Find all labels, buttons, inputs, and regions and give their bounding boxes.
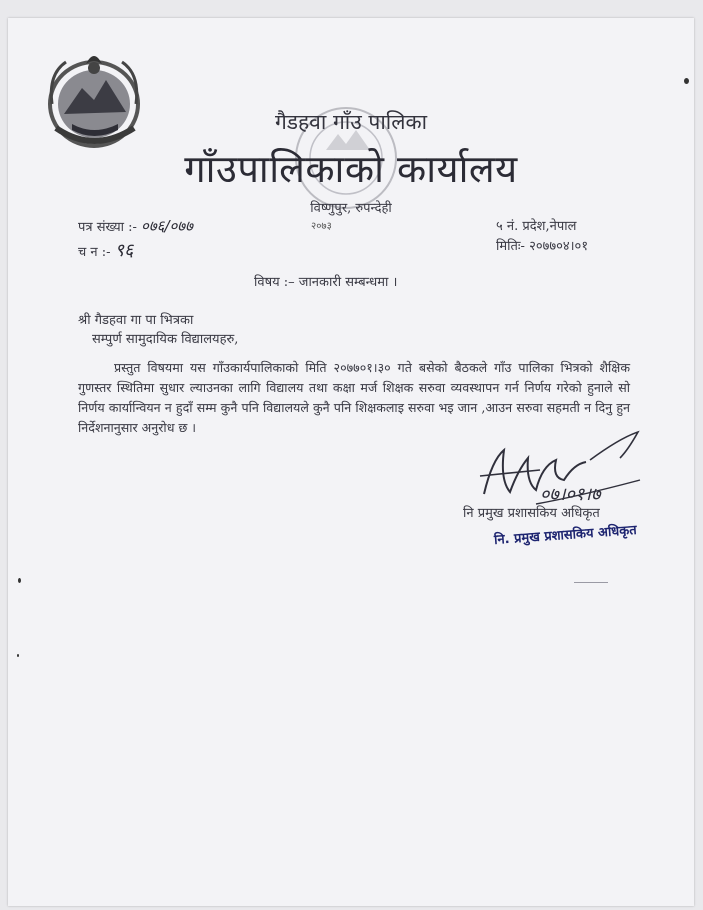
signature-date: ०७।०१।७: [540, 484, 601, 505]
letter-number-label: पत्र संख्या :-: [78, 220, 137, 235]
letter-number: [78, 216, 193, 236]
recipient-line-1: श्री गैडहवा गा पा भित्रका: [78, 313, 194, 328]
recipient-line-2: सम्पुर्ण सामुदायिक विद्यालयहरु,: [92, 332, 239, 347]
stamp-underline: [574, 582, 608, 583]
province-line: ५ नं. प्रदेश,नेपाल: [496, 219, 577, 234]
seal-year: २०७३: [311, 221, 332, 232]
dispatch-number-label: च न :-: [78, 245, 111, 260]
office-address: विष्णुपुर, रुपन्देही: [310, 201, 392, 216]
letter-body: प्रस्तुत विषयमा यस गाँउकार्यपालिकाको मिति २०७७०१।३० गते बसेको बैठकले गाँउ पालिका भित्रको शैक्षिक गुणस्तर स्थितिमा सुधार ल्याउनका लागि विद्यालय तथा कक्षा मर्ज शिक्षक सरुवा व्यवस्थापन गर्न निर्णय गरेको हुनाले सो निर्णय कार्यान्वियन न हुदाँ सम्म कुनै पनि विद्यालयले कुनै पनि शिक्षकलाइ सरुवा भइ जान ,आउन सरुवा सहमती न दिनु हुन निर्देशनानुसार अनुरोध छ ।: [78, 360, 630, 435]
handwritten-signature: [470, 420, 650, 510]
letter-sheet: [8, 18, 694, 906]
subject-line: विषय :– जानकारी सम्बन्धमा ।: [254, 275, 398, 290]
municipality-name: गैडहवा गाँउ पालिका: [274, 110, 428, 134]
office-title: गाँउपालिकाको कार्यालय: [184, 147, 518, 191]
letter-number-value: ०७६/०७७: [141, 217, 193, 235]
nepal-government-emblem: [42, 44, 146, 156]
scan-speck: [18, 578, 21, 583]
letter-date: मितिः- २०७७०४।०१: [496, 239, 589, 254]
signatory-title: नि प्रमुख प्रशासकिय अधिकृत: [463, 506, 600, 521]
dispatch-number: [78, 238, 133, 262]
signatory-stamp: नि. प्रमुख प्रशासकिय अधिकृत: [493, 523, 638, 548]
scan-speck: [684, 78, 689, 84]
scan-speck: [17, 654, 19, 657]
dispatch-number-value: ९६: [114, 240, 134, 261]
